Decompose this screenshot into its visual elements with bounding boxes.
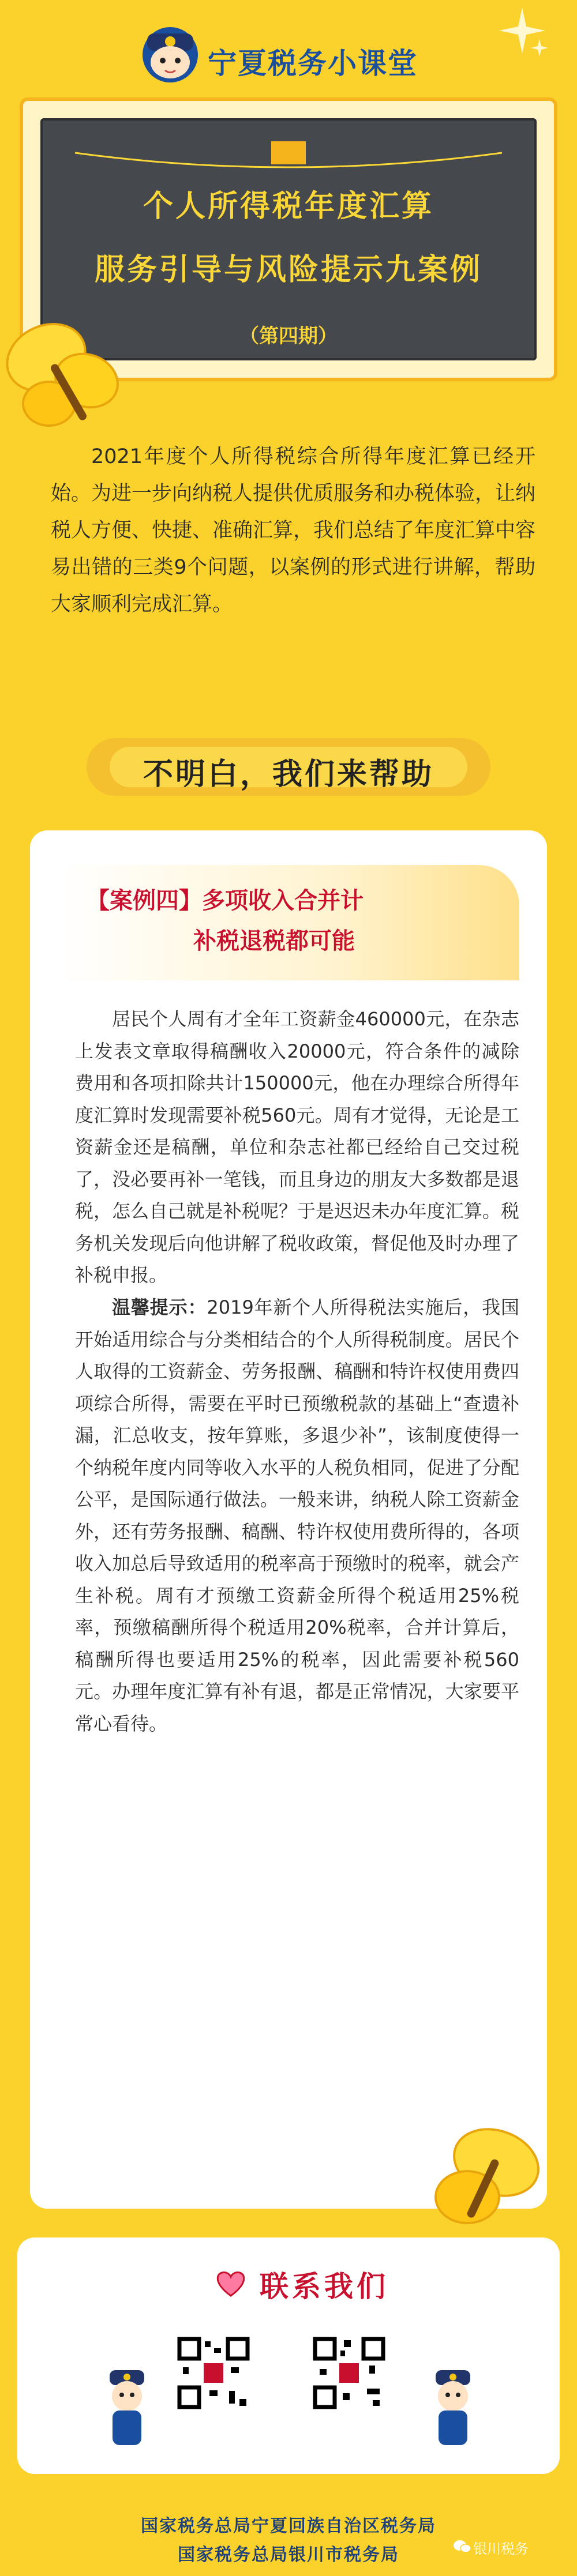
qr-code-left-icon xyxy=(176,2336,251,2410)
contact-title: 联系我们 xyxy=(260,2270,389,2303)
wechat-icon xyxy=(453,2539,471,2555)
tip-text: 2019年新个人所得税法实施后，我国开始适用综合与分类相结合的个人所得税制度。居民个人取得的工资薪金、劳务报酬、稿酬和特许权使用费四项综合所得，需要在平时已预缴税款的基础上“查遗补漏，汇总收支，按年算账，多退少补”，该制度使得一个纳税年度内同等收入水平的人税负相同，促进了分配公平，是国际通行做法。一般来讲，纳税人除工资薪金外，还有劳务报酬、稿酬、特许权使用费所得的，各项收入加总后导致适用的税率高于预缴时的税率，就会产生补税。周有才预缴工资薪金所得个税适用25%税率，预缴稿酬所得个税适用20%税率，合并计算后，稿酬所得也要适用25%的税率，因此需要补税560元。办理年度汇算有补有退，都是正常情况，大家要平常心看待。 xyxy=(75,1296,519,1735)
heart-icon xyxy=(213,2269,248,2298)
case-title-line1: 【案例四】多项收入合并计 xyxy=(87,888,364,914)
qr-code-right[interactable] xyxy=(312,2336,387,2410)
qr-code-right-icon xyxy=(312,2336,387,2410)
account-watermark: 银川税务 xyxy=(473,2541,529,2557)
tip-paragraph xyxy=(75,1292,519,1740)
tip-label: 温馨提示： xyxy=(112,1296,207,1318)
board-title-line1: 个人所得税年度汇算 xyxy=(143,189,434,224)
intro-paragraph: 2021年度个人所得税综合所得年度汇算已经开始。为进一步向纳税人提供优质服务和办税体验，让纳税人方便、快捷、准确汇算，我们总结了年度汇算中容易出错的三类9个问题，以案例的形式进行讲解，帮助大家顺利完成汇算。 xyxy=(51,445,536,616)
help-banner-text: 不明白，我们来帮助 xyxy=(143,757,434,792)
qr-code-left[interactable] xyxy=(176,2336,251,2410)
mascot-logo-icon xyxy=(133,17,208,87)
officer-mascot-left-icon xyxy=(98,2364,156,2451)
footer-org-line1: 国家税务总局宁夏回族自治区税务局 xyxy=(141,2516,436,2536)
brand-title: 宁夏税务小课堂 xyxy=(208,47,418,80)
footer-org-line2: 国家税务总局银川市税务局 xyxy=(178,2545,399,2565)
officer-mascot-right-icon xyxy=(424,2364,482,2451)
board-title-line2: 服务引导与风险提示九案例 xyxy=(94,253,482,287)
issue-number: （第四期） xyxy=(239,325,338,348)
butterfly-icon xyxy=(0,311,133,444)
case-title-line2: 补税退税都可能 xyxy=(193,928,355,954)
butterfly-icon-bottom xyxy=(427,2122,560,2237)
sparkle-icon xyxy=(496,5,548,57)
case-paragraph: 居民个人周有才全年工资薪金460000元，在杂志上发表文章取得稿酬收入20000元，符合条件的减除费用和各项扣除共计150000元，他在办理综合所得年度汇算时发现需要补税560元。周有才觉得，无论是工资薪金还是稿酬，单位和杂志社都已经给自己交过税了，没必要再补一笔钱，而且身边的朋友大多数都是退税，怎么自己就是补税呢？于是迟迟未办年度汇算。税务机关发现后向他讲解了税收政策，督促他及时办理了补税申报。 xyxy=(75,1008,519,1286)
